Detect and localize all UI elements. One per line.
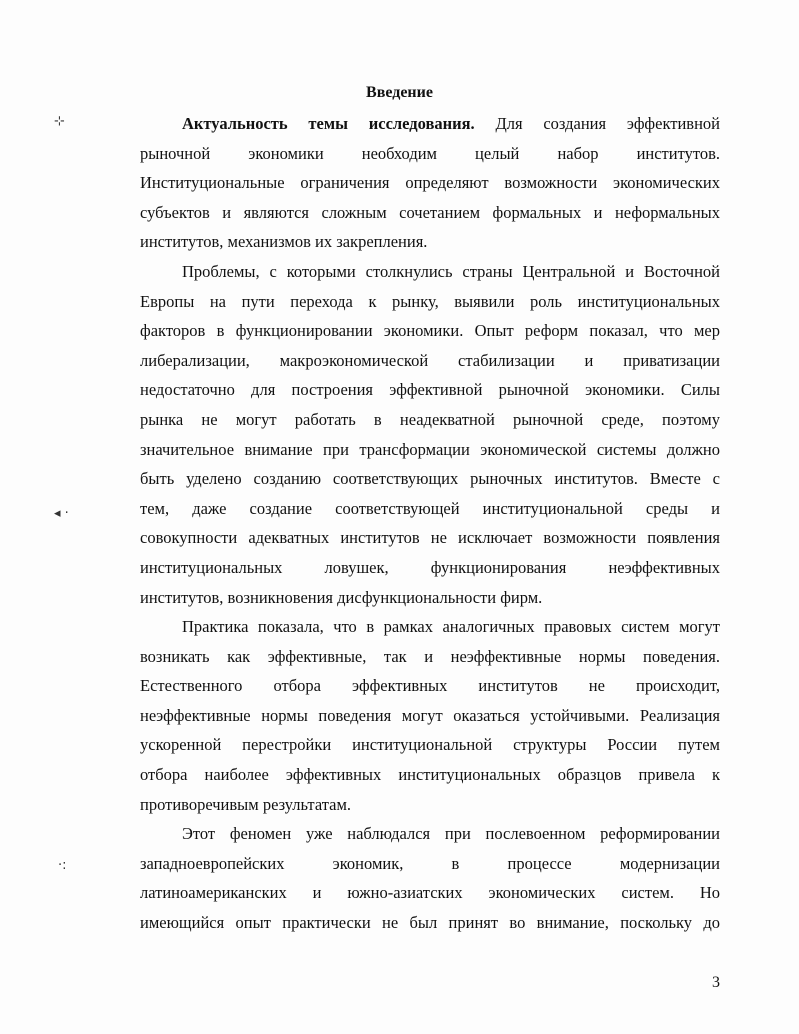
body-text bbox=[140, 109, 720, 938]
text-line: рынка не могут работать в неадекватной рыночной среде, поэтому bbox=[140, 409, 720, 429]
text-line: западноевропейских экономик, в процессе модернизации bbox=[140, 853, 720, 873]
text-line: совокупности адекватных институтов не исключает возможности появления bbox=[140, 528, 720, 548]
page-number: 3 bbox=[712, 974, 720, 991]
text-line: Европы на пути перехода к рынку, выявили роль институциональных bbox=[140, 291, 720, 311]
text-line: неэффективные нормы поведения могут оказаться устойчивыми. Реализация bbox=[140, 705, 720, 725]
text-line: Этот феномен уже наблюдался при послевоенном реформировании bbox=[182, 824, 720, 844]
text-line: быть уделено созданию соответствующих рыночных институтов. Вместе с bbox=[140, 469, 720, 489]
text-line: субъектов и являются сложным сочетанием формальных и неформальных bbox=[140, 202, 720, 222]
text-line: ускоренной перестройки институциональной структуры России путем bbox=[140, 735, 720, 755]
text-line: недостаточно для построения эффективной рыночной экономики. Силы bbox=[140, 380, 720, 400]
text-line: отбора наиболее эффективных институциональных образцов привела к bbox=[140, 765, 720, 785]
text-line: Естественного отбора эффективных институтов не происходит, bbox=[140, 676, 720, 696]
text-line: тем, даже создание соответствующей институциональной среды и bbox=[140, 498, 720, 518]
text-line: институтов, механизмов их закрепления. bbox=[140, 232, 428, 252]
text-line: Практика показала, что в рамках аналогичных правовых систем могут bbox=[182, 617, 720, 637]
text-line: имеющийся опыт практически не был принят во внимание, поскольку до bbox=[140, 913, 720, 933]
text-line: институциональных ловушек, функционирования неэффективных bbox=[140, 557, 720, 577]
text-line: либерализации, макроэкономической стабилизации и приватизации bbox=[140, 350, 720, 370]
text-line: рыночной экономики необходим целый набор институтов. bbox=[140, 143, 720, 163]
text-line: возникать как эффективные, так и неэффективные нормы поведения. bbox=[140, 646, 720, 666]
text-line: Проблемы, с которыми столкнулись страны Центральной и Восточной bbox=[182, 261, 720, 281]
text-line: значительное внимание при трансформации экономической системы должно bbox=[140, 439, 720, 459]
text-line: институтов, возникновения дисфункциональности фирм. bbox=[140, 587, 543, 607]
scan-mark-icon: ⊹ bbox=[54, 114, 65, 129]
lead-phrase: Актуальность темы исследования. bbox=[182, 114, 475, 133]
text-line: латиноамериканских и южно-азиатских экономических систем. Но bbox=[140, 883, 720, 903]
text-line: факторов в функционировании экономики. Опыт реформ показал, что мер bbox=[140, 321, 720, 341]
text-line: противоречивым результатам. bbox=[140, 794, 352, 814]
scan-mark-icon: ◂ · bbox=[54, 506, 69, 521]
scan-mark-icon: ·: bbox=[58, 858, 67, 873]
text-line: Актуальность темы исследования. Для создания эффективной bbox=[182, 114, 720, 133]
text-line: Институциональные ограничения определяют возможности экономических bbox=[140, 173, 720, 193]
page-title: Введение bbox=[366, 84, 433, 101]
